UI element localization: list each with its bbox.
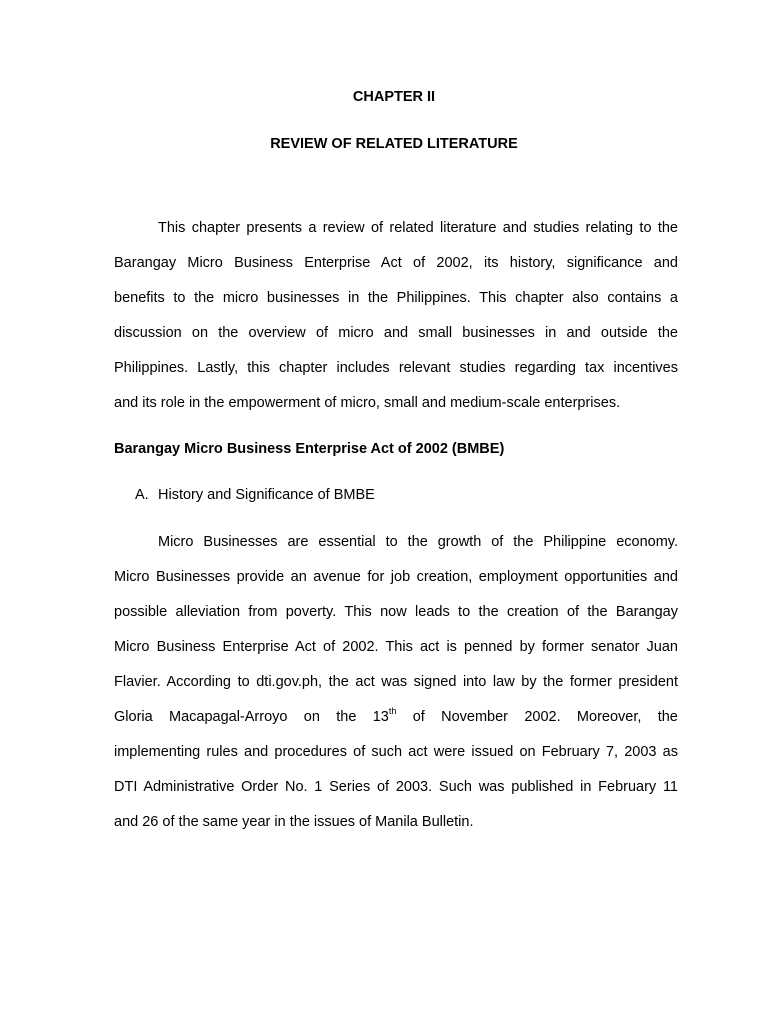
body-word: Gloria <box>114 709 153 725</box>
body-line: Micro Business Enterprise Act of 2002. This act is penned by former senator Juan <box>114 639 678 655</box>
body-line: DTI Administrative Order No. 1 Series of 2003. Such was published in February 11 <box>114 779 678 795</box>
body-word: on <box>303 709 320 725</box>
body-line: implementing rules and procedures of such act were issued on February 7, 2003 as <box>114 744 678 760</box>
intro-line: Barangay Micro Business Enterprise Act of 2002, its history, significance and <box>114 255 678 271</box>
body-line-with-superscript <box>114 707 678 742</box>
body-line: Micro Businesses are essential to the growth of the Philippine economy. <box>158 534 678 550</box>
body-word: of <box>412 709 425 725</box>
body-line: Micro Businesses provide an avenue for job creation, employment opportunities and <box>114 569 678 585</box>
chapter-title: REVIEW OF RELATED LITERATURE <box>270 136 518 152</box>
subsection-heading <box>135 485 375 505</box>
intro-line: benefits to the micro businesses in the Philippines. This chapter also contains a <box>114 290 678 306</box>
body-line: and 26 of the same year in the issues of Manila Bulletin. <box>114 814 474 830</box>
body-word: the <box>657 709 678 725</box>
body-paragraph <box>114 532 678 847</box>
body-word: November <box>441 709 508 725</box>
intro-line: Philippines. Lastly, this chapter includes relevant studies regarding tax incentives <box>114 360 678 376</box>
ordinal-suffix: th <box>388 706 397 716</box>
body-line: Flavier. According to dti.gov.ph, the act was signed into law by the former president <box>114 674 678 690</box>
body-word: the <box>336 709 357 725</box>
intro-line: and its role in the empowerment of micro, small and medium-scale enterprises. <box>114 395 621 411</box>
body-word: 2002. <box>524 709 561 725</box>
body-word: Moreover, <box>576 709 642 725</box>
chapter-number: CHAPTER II <box>352 89 436 105</box>
section-title: Barangay Micro Business Enterprise Act of 2002 (BMBE) <box>114 441 505 457</box>
intro-paragraph <box>114 218 678 428</box>
intro-line: This chapter presents a review of related literature and studies relating to the <box>158 220 678 236</box>
body-word-date: 13th <box>372 706 397 725</box>
intro-line: discussion on the overview of micro and small businesses in and outside the <box>114 325 678 341</box>
body-word: Macapagal-Arroyo <box>169 709 288 725</box>
body-line: possible alleviation from poverty. This now leads to the creation of the Barangay <box>114 604 678 620</box>
subsection-title: History and Significance of BMBE <box>158 487 375 503</box>
list-marker: A. <box>135 487 149 503</box>
